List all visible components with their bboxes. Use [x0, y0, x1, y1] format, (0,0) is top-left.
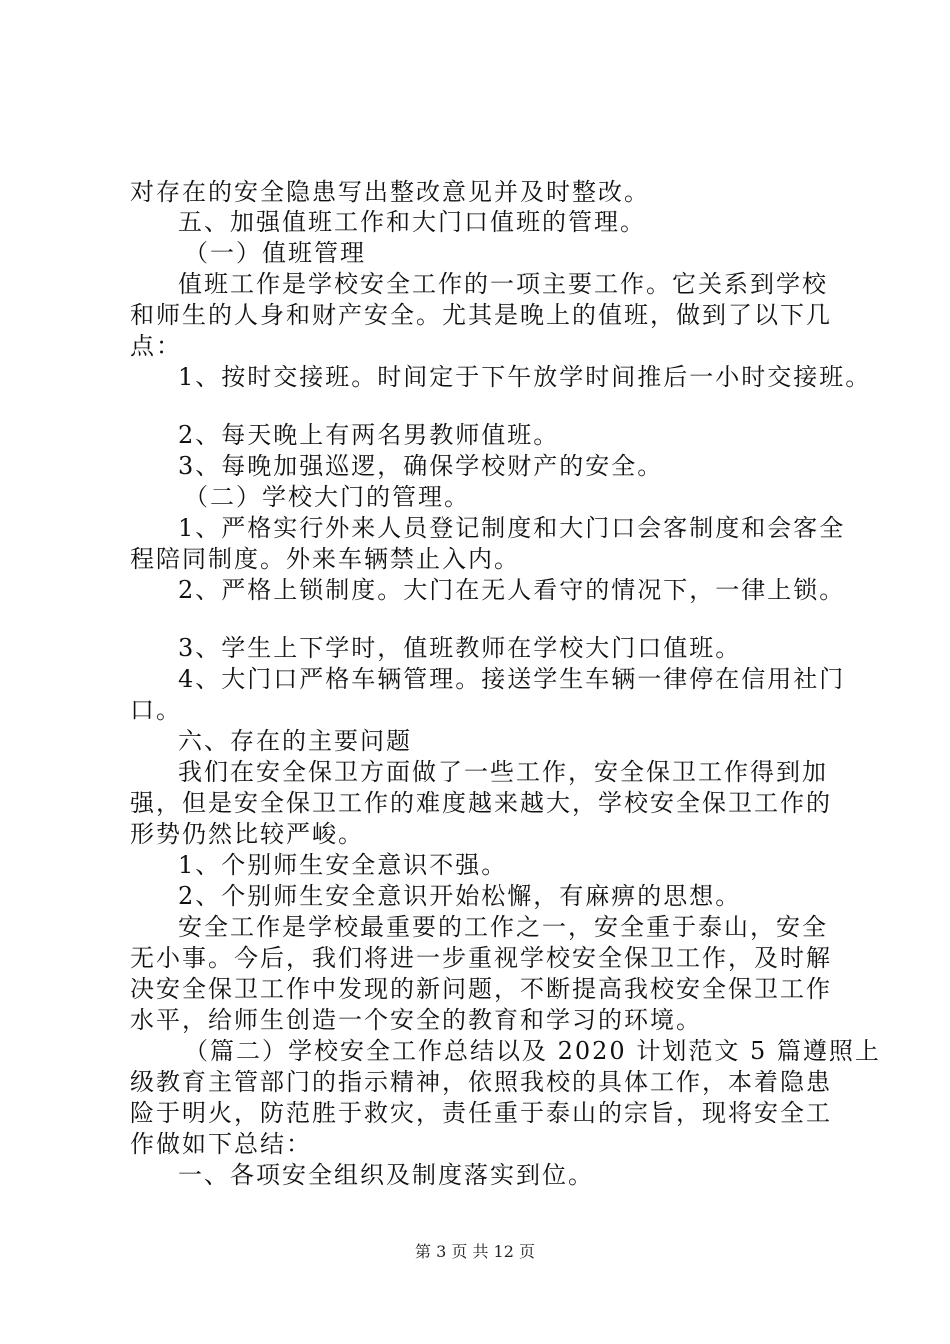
text-line: 险于明火，防范胜于救灾，责任重于泰山的宗旨，现将安全工	[130, 1099, 832, 1127]
text-line: 口。	[130, 696, 182, 724]
page-number: 第 3 页 共 12 页	[415, 1242, 535, 1261]
text-line: （篇二）学校安全工作总结以及 2020 计划范文 5 篇遵照上	[184, 1037, 881, 1065]
text-line: 决安全保卫工作中发现的新问题，不断提高我校安全保卫工作	[130, 975, 832, 1003]
text-line: 程陪同制度。外来车辆禁止入内。	[130, 545, 520, 573]
subsection-heading: （一）值班管理	[184, 239, 366, 267]
text-line: 对存在的安全隐患写出整改意见并及时整改。	[130, 178, 650, 206]
text-line: 点：	[130, 332, 182, 360]
text-line: 级教育主管部门的指示精神，依照我校的具体工作，本着隐患	[130, 1068, 832, 1096]
list-item: 1、按时交接班。时间定于下午放学时间推后一小时交接班。	[178, 363, 872, 391]
list-item: 1、个别师生安全意识不强。	[178, 851, 508, 879]
list-item: 2、严格上锁制度。大门在无人看守的情况下，一律上锁。	[178, 576, 846, 604]
section-heading: 六、存在的主要问题	[178, 727, 412, 755]
list-item: 1、严格实行外来人员登记制度和大门口会客制度和会客全	[178, 514, 846, 542]
list-item: 2、个别师生安全意识开始松懈，有麻痹的思想。	[178, 882, 742, 910]
text-line: 形势仍然比较严峻。	[130, 820, 364, 848]
list-item: 2、每天晚上有两名男教师值班。	[178, 421, 560, 449]
text-line: 无小事。今后，我们将进一步重视学校安全保卫工作，及时解	[130, 944, 832, 972]
text-line: 值班工作是学校安全工作的一项主要工作。它关系到学校	[178, 270, 828, 298]
text-line: 和师生的人身和财产安全。尤其是晚上的值班，做到了以下几	[130, 301, 832, 329]
section-heading: 五、加强值班工作和大门口值班的管理。	[178, 208, 646, 236]
text-line: 安全工作是学校最重要的工作之一，安全重于泰山，安全	[178, 913, 828, 941]
text-line: 强，但是安全保卫工作的难度越来越大，学校安全保卫工作的	[130, 789, 832, 817]
list-item: 4、大门口严格车辆管理。接送学生车辆一律停在信用社门	[178, 665, 846, 693]
text-line: 我们在安全保卫方面做了一些工作，安全保卫工作得到加	[178, 758, 828, 786]
text-line: 作做如下总结：	[130, 1130, 312, 1158]
subsection-heading: （二）学校大门的管理。	[184, 483, 470, 511]
text-line: 水平，给师生创造一个安全的教育和学习的环境。	[130, 1006, 702, 1034]
section-heading: 一、各项安全组织及制度落实到位。	[178, 1161, 594, 1189]
list-item: 3、每晚加强巡逻，确保学校财产的安全。	[178, 452, 664, 480]
list-item: 3、学生上下学时，值班教师在学校大门口值班。	[178, 634, 742, 662]
